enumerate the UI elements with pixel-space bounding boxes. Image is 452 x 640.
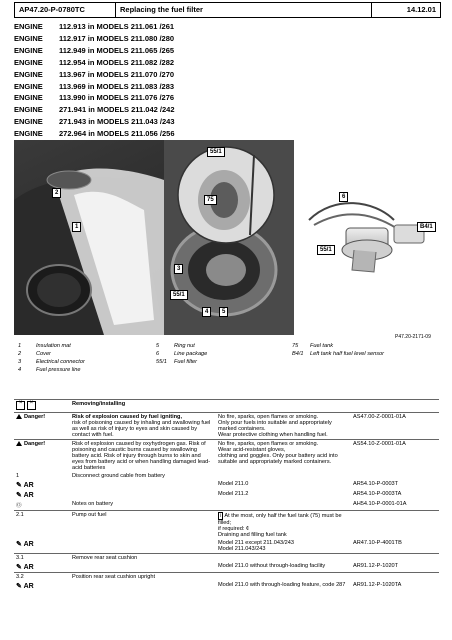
engine-row: ENGINE 112.949 in MODELS 211.065 /265 — [14, 45, 175, 55]
table-row — [14, 399, 439, 412]
tool-icon: ✎ AR — [16, 583, 34, 590]
reference-code[interactable]: AH54.10-P-0001-01A — [353, 501, 407, 507]
callout-55-1-right: 55/1 — [317, 245, 335, 255]
danger-label: Danger! — [14, 413, 70, 439]
callout-5: 5 — [219, 307, 228, 317]
close-box-icon: × — [27, 401, 36, 410]
callout-4: 4 — [202, 307, 211, 317]
reference-code[interactable]: AR47.10-P-4001TB — [353, 540, 402, 546]
legend-item: 75 Fuel tank — [292, 343, 334, 349]
tool-icon: ✎ AR — [16, 492, 34, 499]
engine-row: ENGINE 113.990 in MODELS 211.076 /276 — [14, 93, 175, 103]
table-row: ✎ AR Model 211 except 211.043/243 Model 211.043/243 AR47.10-P-4001TB — [14, 539, 439, 553]
engine-row: ENGINE 112.913 in MODELS 211.061 /261 — [14, 22, 175, 31]
reference-code[interactable]: AR54.10-P-0003T — [353, 481, 399, 487]
info-icon: i — [220, 513, 222, 519]
engine-row: ENGINE 113.969 in MODELS 211.083 /283 — [14, 81, 175, 91]
tool-icon: ✎ AR — [16, 482, 34, 489]
callout-55-1-top: 55/1 — [207, 147, 225, 157]
table-row: 2.1 Pump out fuel i At the most, only half the fuel tank (75) must be filled; if required: ¢ Draining and filling fuel tank — [14, 510, 439, 539]
doc-id: AP47.20-P-0780TC — [15, 3, 116, 17]
table-row: Danger! Risk of explosion caused by oxyhydrogen gas. Risk of poisoning and caustic burns caused by swallowing battery acid. Risk of injury through burns to skin and eyes from battery acid or when handling damaged lead-acid batteries No fire, sparks, open flames or smoking. Wear acid-resistant gloves, clothing and goggles. Only pour battery acid into suitable and appropriately marked containers. AS54.10-Z-0001-01A — [14, 439, 439, 472]
table-row: ✎ AR Model 211.0 without through-loading facility AR91.12-P-1020T — [14, 562, 439, 572]
table-row: Ⓞ Notes on battery AH54.10-P-0001-01A — [14, 500, 439, 510]
warning-icon — [16, 441, 22, 446]
engine-list — [14, 21, 175, 152]
fuel-filter-photo — [14, 140, 439, 335]
table-row: Danger! Risk of explosion caused by fuel igniting, risk of poisoning caused by inhaling and swallowing fuel as well as risk of injury to eyes and skin caused by contact with fuel. No fire, sparks, open flames or smoking. Only pour fuels into suitable and appropriately marked containers. Wear protective clothing when handling fuel. AS47.00-Z-0001-01A — [14, 412, 439, 439]
procedure-table — [14, 399, 439, 591]
table-row: 3.1 Remove rear seat cushion — [14, 553, 439, 562]
section-title: Removing/installing — [72, 401, 126, 407]
engine-row: ENGINE 271.941 in MODELS 211.042 /242 — [14, 105, 175, 115]
photo-illustration — [14, 140, 439, 335]
table-icons — [14, 400, 70, 412]
callout-55-1-mid: 55/1 — [170, 290, 188, 300]
legend-item: 55/1 Fuel filter — [156, 359, 198, 365]
danger-label: Danger! — [14, 440, 70, 472]
table-row: 1 Disconnect ground cable from battery — [16, 473, 165, 479]
legend-item: 1 Insulation mat — [18, 343, 71, 349]
tool-icon: ✎ AR — [16, 564, 34, 571]
legend-item: 4 Fuel pressure line — [18, 367, 81, 373]
callout-b4-1: B4/1 — [417, 222, 436, 232]
table-row: ✎ AR Model 211.0 with through-loading feature, code 287 AR91.12-P-1020TA — [14, 581, 439, 591]
reference-code[interactable]: AR91.12-P-1020T — [353, 563, 399, 569]
legend-item: 3 Electrical connector — [18, 359, 85, 365]
callout-3: 3 — [174, 264, 183, 274]
close-box-icon: × — [16, 401, 25, 410]
document-header — [14, 2, 441, 18]
reference-code[interactable]: AS47.00-Z-0001-01A — [353, 414, 406, 420]
note-icon: Ⓞ — [16, 503, 22, 509]
figure-reference: P47.20-2171-09 — [395, 334, 431, 340]
legend-item: 5 Ring nut — [156, 343, 195, 349]
callout-75: 75 — [204, 195, 217, 205]
engine-row: ENGINE 112.954 in MODELS 211.082 /282 — [14, 57, 175, 67]
doc-title: Replacing the fuel filter — [116, 3, 372, 17]
table-row: 3.2 Position rear seat cushion upright — [14, 572, 439, 581]
reference-code[interactable]: AR54.10-P-0003TA — [353, 491, 402, 497]
table-row: ✎ AR Model 211.0 AR54.10-P-0003T — [14, 480, 439, 490]
engine-row: ENGINE 271.943 in MODELS 211.043 /243 — [14, 117, 175, 127]
legend-item: 2 Cover — [18, 351, 51, 357]
reference-code[interactable]: AS54.10-Z-0001-01A — [353, 441, 406, 447]
engine-row: ENGINE 272.964 in MODELS 211.056 /256 — [14, 129, 175, 139]
table-row: ✎ AR Model 211.2 AR54.10-P-0003TA — [14, 490, 439, 500]
doc-date: 14.12.01 — [406, 5, 436, 14]
callout-6: 6 — [339, 192, 348, 202]
reference-code[interactable]: AR91.12-P-1020TA — [353, 582, 402, 588]
warning-icon — [16, 414, 22, 419]
callout-2: 2 — [52, 188, 61, 198]
tool-icon: ✎ AR — [16, 541, 34, 548]
legend-item: B4/1 Left tank half fuel level sensor — [292, 351, 385, 357]
engine-row: ENGINE 112.917 in MODELS 211.080 /280 — [14, 33, 175, 43]
engine-row: ENGINE 113.967 in MODELS 211.070 /270 — [14, 69, 175, 79]
callout-1: 1 — [72, 222, 81, 232]
legend-item: 6 Line package — [156, 351, 208, 357]
